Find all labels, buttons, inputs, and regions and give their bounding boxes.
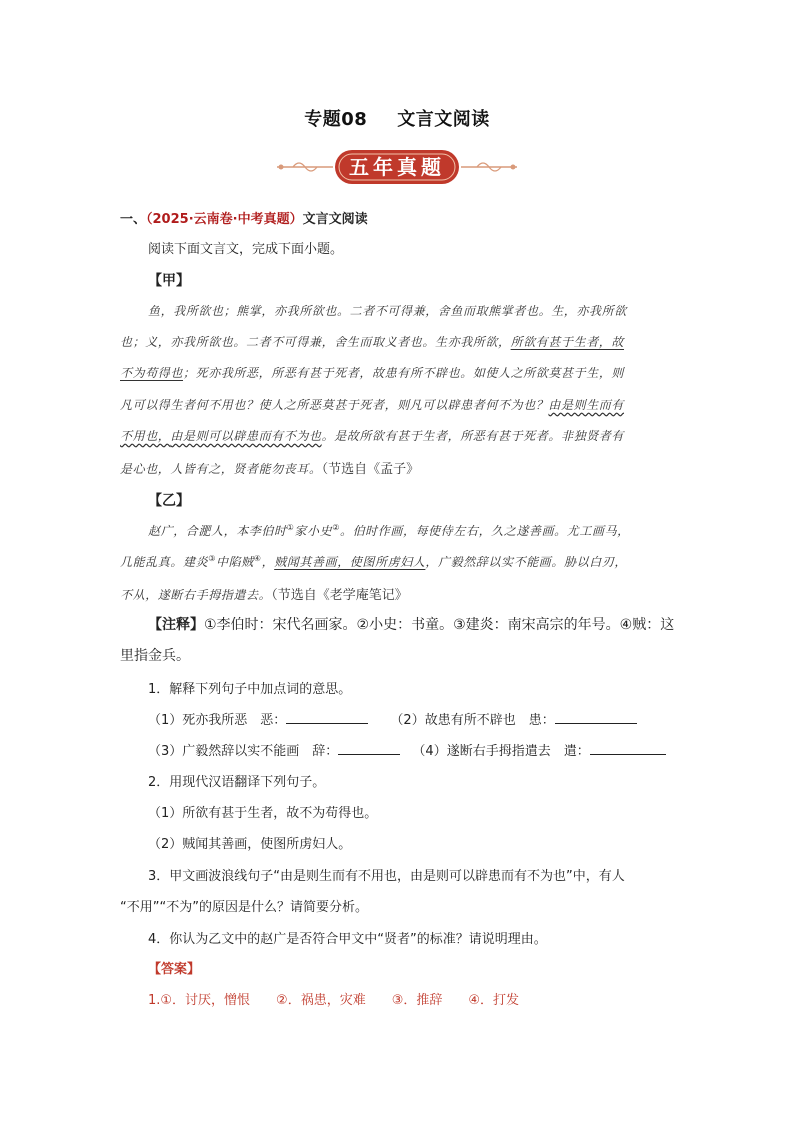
passage-jia-source: （节选自《孟子》 <box>321 461 420 476</box>
subquestion-2: 2．用现代汉语翻译下列句子。 <box>148 775 326 790</box>
passage-yi-line-1 <box>148 522 630 539</box>
passage-jia-line-5-text: 。是故所欲有甚于生者，所恶有甚于死者。非独贤者有 <box>321 429 625 443</box>
passage-yi-line-2-text-c: ， <box>261 555 275 569</box>
question-source: （2025·云南卷·中考真题） <box>146 212 303 227</box>
passage-jia-line-2-text: 也；义，亦我所欲也。二者不可得兼，舍生而取义者也。生亦我所欲， <box>120 335 511 349</box>
notes-text-1: ①李伯时：宋代名画家。②小史：书童。③建炎：南宋高宗的年号。④贼：这 <box>204 617 675 633</box>
subquestion-1-item-3: （3）广毅然辞以实不能画 辞： <box>148 744 339 759</box>
passage-jia-line-4-text: 凡可以得生者何不用也？使人之所恶莫甚于死者，则凡可以辟患者何不为也？ <box>120 398 549 412</box>
passage-yi-line-2 <box>120 553 627 570</box>
page-title-topic-name: 文言文阅读 <box>397 109 490 130</box>
question-number: 一、 <box>120 212 147 227</box>
passage-jia-wavy-sentence-end: 由是则可以辟患而有不为也 <box>170 429 322 443</box>
five-year-exams-banner <box>273 147 521 187</box>
instruction: 阅读下面文言文，完成下面小题。 <box>148 242 344 257</box>
passage-jia-line-4 <box>120 396 624 413</box>
subquestion-1-items-row-2 <box>148 740 666 759</box>
subquestion-3-line-1: 3．甲文画波浪线句子“由是则生而有不用也，由是则可以辟患而有不为也”中，有人 <box>148 869 625 884</box>
note-marker-2: ② <box>332 523 340 532</box>
subquestion-1: 1．解释下列句子中加点词的意思。 <box>148 682 352 697</box>
passage-yi-line-1-text-b: 家小史 <box>294 524 333 538</box>
passage-yi-line-3 <box>120 584 408 603</box>
subquestion-1-item-4: （4）遂断右手拇指遣去 遣： <box>412 744 590 759</box>
passage-jia-line-3-text: ；死亦我所恶，所恶有甚于死者，故患有所不辟也。如使人之所欲莫甚于生，则 <box>183 366 625 380</box>
subquestion-4: 4．你认为乙文中的赵广是否符合甲文中“贤者”的标准？请说明理由。 <box>148 932 547 947</box>
page-title <box>0 105 794 131</box>
passage-jia-line-2 <box>120 333 624 350</box>
subquestion-3-line-2: “不用”“不为”的原因是什么？请简要分析。 <box>120 900 368 915</box>
answer-blank-4[interactable] <box>590 742 666 755</box>
passage-yi-line-2-text-d: ，广毅然辞以实不能画。胁以白刃， <box>425 555 627 569</box>
note-marker-4: ④ <box>253 554 262 563</box>
passage-jia-line-3 <box>120 364 624 381</box>
passage-jia-line-6 <box>120 458 419 477</box>
passage-jia-line-6-text: 是心也，人皆有之，贤者能勿丧耳。 <box>120 462 322 476</box>
passage-jia-underlined-sentence-end: 不为苟得也 <box>120 366 184 380</box>
passage-jia-wavy-sentence-middle: 不用也， <box>120 429 171 443</box>
passage-jia-underlined-sentence-start: 所欲有甚于生者，故 <box>510 335 625 349</box>
notes-line-1 <box>148 614 674 634</box>
note-marker-3: ③ <box>208 554 216 563</box>
passage-jia-wavy-sentence-start: 由是则生而有 <box>548 398 625 412</box>
subquestion-2-item-1: （1）所欲有甚于生者，故不为苟得也。 <box>148 806 378 821</box>
passage-jia-label: 【甲】 <box>148 273 190 289</box>
passage-jia-line-5 <box>120 427 624 444</box>
notes-label: 【注释】 <box>148 617 204 633</box>
passage-yi-line-1-text: 赵广，合淝人，本李伯时 <box>148 524 287 538</box>
answer-blank-1[interactable] <box>286 711 368 724</box>
passage-yi-line-1-text-c: 。伯时作画，每使侍左右，久之遂善画。尤工画马， <box>339 524 630 538</box>
answer-blank-3[interactable] <box>338 742 400 755</box>
passage-yi-line-3-text: 不从，遂断右手拇指遣去。 <box>120 588 272 602</box>
answer-label: 【答案】 <box>148 962 201 977</box>
page-title-topic-number: 专题08 <box>304 109 368 130</box>
passage-yi-underlined-sentence: 贼闻其善画，使图所虏妇人 <box>274 555 426 569</box>
passage-yi-source: （节选自《老学庵笔记》 <box>271 587 408 602</box>
answer-text: 1.①．讨厌，憎恨 ②．祸患，灾难 ③．推辞 ④．打发 <box>148 993 520 1008</box>
passage-yi-label: 【乙】 <box>148 493 190 509</box>
passage-jia-line-1: 鱼，我所欲也；熊掌，亦我所欲也。二者不可得兼，舍鱼而取熊掌者也。生，亦我所欲 <box>148 304 627 318</box>
question-heading <box>120 208 368 227</box>
question-topic: 文言文阅读 <box>302 212 368 227</box>
answer-blank-2[interactable] <box>555 711 637 724</box>
notes-line-2: 里指金兵。 <box>120 648 190 664</box>
passage-yi-line-2-text-b: 中陷贼 <box>215 555 254 569</box>
banner-label: 五年真题 <box>349 155 445 179</box>
note-marker-1: ① <box>286 523 295 532</box>
subquestion-1-items-row-1 <box>148 709 637 728</box>
subquestion-2-item-2: （2）贼闻其善画，使图所虏妇人。 <box>148 837 352 852</box>
passage-yi-line-2-text: 几能乱真。建炎 <box>120 555 209 569</box>
subquestion-1-item-1: （1）死亦我所恶 恶： <box>148 713 287 728</box>
subquestion-1-item-2: （2）故患有所不辟也 患： <box>390 713 555 728</box>
